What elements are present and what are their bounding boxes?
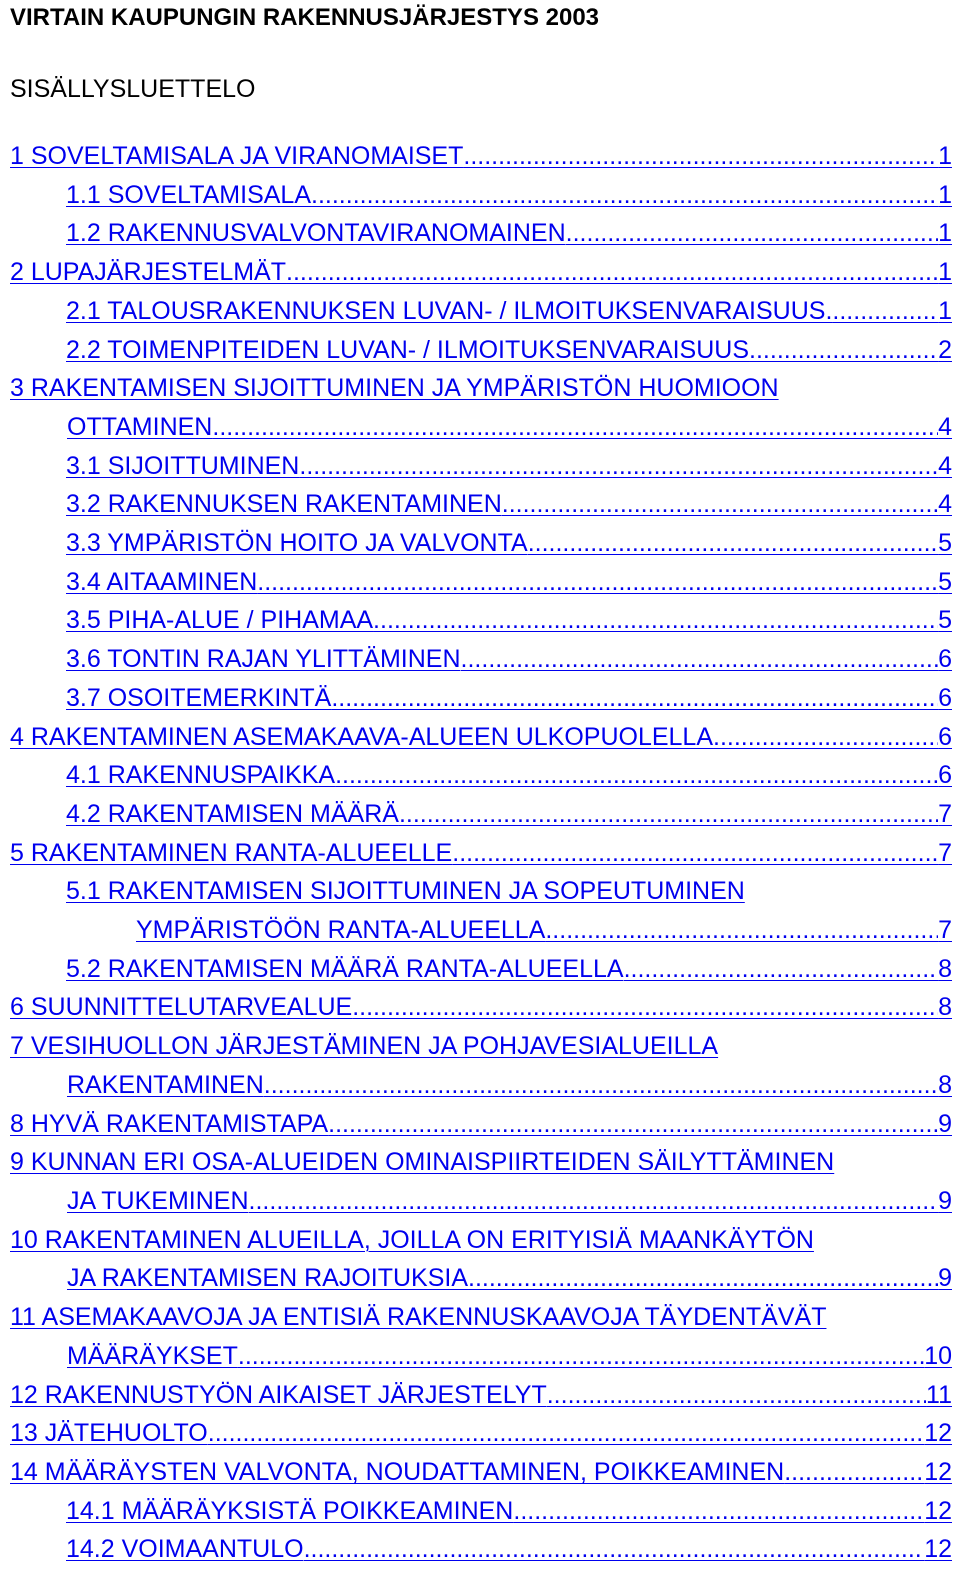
toc-entry-title: 8 HYVÄ RAKENTAMISTAPA: [10, 1109, 329, 1138]
toc-entry-title: OTTAMINEN: [67, 412, 213, 441]
toc-link[interactable]: [66, 756, 952, 795]
toc-dot-leader: [713, 718, 938, 757]
toc-dot-leader: [352, 988, 938, 1027]
toc-dot-leader: [749, 331, 938, 370]
toc-link[interactable]: [10, 369, 952, 446]
toc-page-number: 5: [938, 529, 952, 558]
toc-dot-leader: [257, 563, 938, 602]
toc-entry-title-line1: 9 KUNNAN ERI OSA-ALUEIDEN OMINAISPIIRTEIDEN SÄILYTTÄMINEN: [10, 1148, 835, 1177]
document-title: VIRTAIN KAUPUNGIN RAKENNUSJÄRJESTYS 2003: [10, 4, 600, 31]
toc-dot-leader: [304, 1530, 925, 1569]
toc-page-number: 1: [938, 296, 952, 325]
toc-link[interactable]: [66, 795, 952, 834]
toc-link[interactable]: [66, 679, 952, 718]
toc-dot-leader: [547, 1376, 926, 1415]
toc-entry-title: 2.1 TALOUSRAKENNUKSEN LUVAN- / ILMOITUKSENVARAISUUS.: [66, 296, 833, 325]
toc-link[interactable]: [66, 524, 952, 563]
toc-link[interactable]: [66, 447, 952, 486]
toc-page-number: 9: [938, 1186, 952, 1215]
toc-dot-leader: [328, 1105, 938, 1144]
toc-link[interactable]: [10, 718, 952, 757]
toc-link[interactable]: [66, 950, 952, 989]
toc-page-number: 10: [924, 1341, 952, 1370]
toc-page-number: 4: [938, 451, 952, 480]
toc-entry-title-line1: 11 ASEMAKAAVOJA JA ENTISIÄ RAKENNUSKAAVOJA TÄYDENTÄVÄT: [10, 1303, 827, 1332]
toc-entry-title: 3.4 AITAAMINEN: [66, 567, 258, 596]
toc-page-number: 12: [924, 1496, 952, 1525]
toc-dot-leader: [264, 1066, 938, 1105]
toc-page-number: 7: [938, 799, 952, 828]
toc-entry-title: 4 RAKENTAMINEN ASEMAKAAVA-ALUEEN ULKOPUOLELLA: [10, 722, 714, 751]
toc-entry-title-line1: 5.1 RAKENTAMISEN SIJOITTUMINEN JA SOPEUTUMINEN: [66, 877, 745, 906]
toc-link[interactable]: [10, 1376, 952, 1415]
toc-page-number: 5: [938, 567, 952, 596]
toc-link[interactable]: [66, 872, 952, 949]
toc-entry-title: 2 LUPAJÄRJESTELMÄT: [10, 258, 287, 287]
toc-link[interactable]: [10, 1414, 952, 1453]
toc-dot-leader: [545, 911, 938, 950]
toc-entry-title: 14.1 MÄÄRÄYKSISTÄ POIKKEAMINEN: [66, 1496, 514, 1525]
toc-entry-title: 1.2 RAKENNUSVALVONTAVIRANOMAINEN: [66, 219, 566, 248]
toc-dot-leader: [399, 795, 938, 834]
toc-page-number: 12: [924, 1457, 952, 1486]
toc-heading: SISÄLLYSLUETTELO: [10, 75, 256, 103]
toc-link[interactable]: [66, 292, 952, 331]
toc-dot-leader: [331, 679, 938, 718]
toc-page-number: 8: [938, 993, 952, 1022]
toc-dot-leader: [299, 447, 938, 486]
toc-page-number: 7: [938, 916, 952, 945]
toc-entry-title: 3.3 YMPÄRISTÖN HOITO JA VALVONTA: [66, 529, 528, 558]
toc-page-number: 11: [926, 1380, 952, 1409]
toc-entry-title: 3.2 RAKENNUKSEN RAKENTAMINEN: [66, 490, 502, 519]
toc-page-number: 6: [938, 645, 952, 674]
toc-entry-title: 5 RAKENTAMINEN RANTA-ALUEELLE: [10, 838, 453, 867]
toc-link[interactable]: [66, 1530, 952, 1569]
toc-dot-leader: [528, 524, 938, 563]
toc-dot-leader: [513, 1492, 924, 1531]
toc-page-number: 2: [938, 335, 952, 364]
toc-dot-leader: [335, 756, 938, 795]
toc-link[interactable]: [66, 1492, 952, 1531]
toc-page-number: 12: [924, 1419, 952, 1448]
toc-page-number: 1: [938, 258, 952, 287]
toc-link[interactable]: [10, 1105, 952, 1144]
toc-page-number: 7: [938, 838, 952, 867]
toc-link[interactable]: [66, 563, 952, 602]
toc-entry-title: 14.2 VOIMAANTULO: [66, 1535, 304, 1564]
toc-entry-title: 3.5 PIHA-ALUE / PIHAMAA: [66, 606, 374, 635]
toc-page-number: 6: [938, 761, 952, 790]
toc-dot-leader: [468, 1259, 938, 1298]
toc-entry-title: 1 SOVELTAMISALA JA VIRANOMAISET: [10, 142, 464, 170]
toc-dot-leader: [624, 950, 939, 989]
toc-entry-title: JA RAKENTAMISEN RAJOITUKSIA: [67, 1264, 469, 1293]
toc-dot-leader: [311, 176, 938, 215]
toc-page-number: 1: [938, 180, 952, 209]
toc-dot-leader: [286, 253, 938, 292]
toc-entry-title: 4.1 RAKENNUSPAIKKA: [66, 761, 336, 790]
toc-page-number: 4: [938, 490, 952, 519]
toc-dot-leader: [461, 640, 939, 679]
toc-link[interactable]: [10, 1143, 952, 1220]
toc-entry-title: RAKENTAMINEN: [67, 1070, 264, 1099]
toc-entry-title: 14 MÄÄRÄYSTEN VALVONTA, NOUDATTAMINEN, POIKKEAMINEN: [10, 1457, 785, 1486]
toc-entry-title: 4.2 RAKENTAMISEN MÄÄRÄ: [66, 799, 399, 828]
toc-entry-title: 12 RAKENNUSTYÖN AIKAISET JÄRJESTELYT: [10, 1380, 547, 1409]
toc-link[interactable]: [66, 485, 952, 524]
toc-entry-title: 5.2 RAKENTAMISEN MÄÄRÄ RANTA-ALUEELLA: [66, 954, 624, 983]
toc-entry-title: JA TUKEMINEN: [67, 1186, 249, 1215]
toc-link[interactable]: [66, 640, 952, 679]
toc-dot-leader: [208, 1414, 924, 1453]
toc-page-number: 12: [924, 1535, 952, 1564]
toc-page-number: 6: [938, 683, 952, 712]
toc-entry-title: 2.2 TOIMENPITEIDEN LUVAN- / ILMOITUKSENVARAISUUS: [66, 335, 750, 364]
table-of-contents: [10, 137, 952, 1569]
toc-dot-leader: [212, 408, 938, 447]
toc-dot-leader: [373, 601, 938, 640]
toc-entry-title: 3.1 SIJOITTUMINEN: [66, 451, 300, 480]
toc-dot-leader: [566, 214, 938, 253]
toc-page-number: 1: [938, 142, 952, 170]
toc-page-number: 5: [938, 606, 952, 635]
toc-page-number: 1: [938, 219, 952, 248]
toc-entry-title-line1: 3 RAKENTAMISEN SIJOITTUMINEN JA YMPÄRISTÖN HUOMIOON: [10, 374, 779, 403]
toc-page-number: 8: [938, 1070, 952, 1099]
toc-page-number: 4: [938, 412, 952, 441]
toc-entry-title: MÄÄRÄYKSET: [67, 1341, 238, 1370]
toc-link[interactable]: [66, 331, 952, 370]
toc-entry-title: YMPÄRISTÖÖN RANTA-ALUEELLA: [136, 916, 546, 945]
toc-dot-leader: [784, 1453, 924, 1492]
toc-link[interactable]: [10, 253, 952, 292]
toc-page-number: 9: [938, 1109, 952, 1138]
toc-entry-title: 6 SUUNNITTELUTARVEALUE: [10, 993, 353, 1022]
toc-link[interactable]: [10, 137, 952, 176]
toc-dot-leader: [249, 1182, 939, 1221]
toc-dot-leader: [238, 1337, 924, 1376]
toc-link[interactable]: [66, 214, 952, 253]
toc-link[interactable]: [10, 988, 952, 1027]
toc-entry-title: 1.1 SOVELTAMISALA: [66, 180, 312, 209]
toc-link[interactable]: [10, 1027, 952, 1104]
toc-dot-leader: [463, 137, 938, 176]
toc-entry-title: 3.6 TONTIN RAJAN YLITTÄMINEN: [66, 645, 461, 674]
toc-entry-title: 13 JÄTEHUOLTO: [10, 1419, 208, 1448]
toc-entry-title-line1: 10 RAKENTAMINEN ALUEILLA, JOILLA ON ERITYISIÄ MAANKÄYTÖN: [10, 1225, 814, 1254]
toc-link[interactable]: [10, 1298, 952, 1375]
toc-dot-leader: [502, 485, 938, 524]
toc-link[interactable]: [10, 1221, 952, 1298]
toc-link[interactable]: [66, 176, 952, 215]
toc-entry-title: 3.7 OSOITEMERKINTÄ: [66, 683, 332, 712]
toc-dot-leader: [832, 292, 938, 331]
toc-link[interactable]: [10, 834, 952, 873]
toc-dot-leader: [452, 834, 938, 873]
toc-page-number: 9: [938, 1264, 952, 1293]
toc-page-number: 8: [938, 954, 952, 983]
toc-page-number: 6: [938, 722, 952, 751]
toc-entry-title-line1: 7 VESIHUOLLON JÄRJESTÄMINEN JA POHJAVESIALUEILLA: [10, 1032, 719, 1061]
toc-link[interactable]: [10, 1453, 952, 1492]
toc-link[interactable]: [66, 601, 952, 640]
